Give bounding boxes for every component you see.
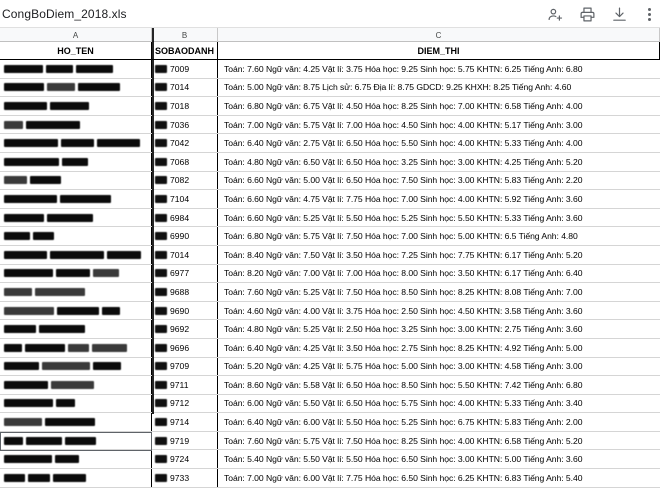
sobaodanh-value: 7036 bbox=[170, 119, 190, 130]
redacted-name bbox=[4, 139, 58, 147]
redacted-name bbox=[93, 269, 119, 277]
sobaodanh-value: 9714 bbox=[170, 417, 190, 428]
sobaodanh-value: 9733 bbox=[170, 472, 190, 483]
redacted-name bbox=[76, 65, 113, 73]
cell-sobaodanh[interactable] bbox=[152, 209, 218, 227]
cell-sobaodanh[interactable] bbox=[152, 320, 218, 338]
download-icon[interactable] bbox=[610, 5, 628, 23]
cell-ho-ten[interactable] bbox=[0, 413, 152, 431]
redacted-name bbox=[4, 399, 53, 407]
table-row[interactable] bbox=[0, 450, 660, 469]
redacted-name bbox=[26, 437, 62, 445]
cell-ho-ten[interactable] bbox=[0, 432, 152, 450]
sobaodanh-value: 6977 bbox=[170, 268, 190, 279]
redacted-name bbox=[4, 288, 32, 296]
redacted-name bbox=[4, 232, 30, 240]
table-row[interactable] bbox=[0, 134, 660, 153]
redacted-name bbox=[4, 437, 23, 445]
redacted-name bbox=[4, 65, 43, 73]
redacted-id-prefix bbox=[155, 269, 167, 277]
cell-sobaodanh[interactable] bbox=[152, 227, 218, 245]
redacted-name bbox=[4, 121, 23, 129]
redacted-name bbox=[65, 437, 96, 445]
more-options-icon[interactable] bbox=[642, 5, 656, 23]
redacted-name bbox=[107, 251, 141, 259]
redacted-name bbox=[4, 83, 44, 91]
cell-ho-ten[interactable] bbox=[0, 469, 152, 487]
redacted-name bbox=[33, 232, 54, 240]
redacted-name bbox=[4, 195, 57, 203]
sobaodanh-value: 9719 bbox=[170, 435, 190, 446]
redacted-name bbox=[28, 474, 50, 482]
sobaodanh-value: 7042 bbox=[170, 138, 190, 149]
sobaodanh-value: 6990 bbox=[170, 231, 190, 242]
redacted-name bbox=[60, 195, 111, 203]
redacted-name bbox=[93, 362, 121, 370]
cell-sobaodanh[interactable] bbox=[152, 172, 218, 190]
sobaodanh-value: 7014 bbox=[170, 82, 190, 93]
field-diem-thi: DIEM_THI bbox=[218, 42, 660, 60]
redacted-name bbox=[4, 102, 47, 110]
redacted-name bbox=[4, 269, 53, 277]
redacted-name bbox=[4, 362, 39, 370]
cell-ho-ten[interactable] bbox=[0, 60, 152, 78]
redacted-id-prefix bbox=[155, 232, 167, 240]
cell-sobaodanh[interactable] bbox=[152, 134, 218, 152]
table-row[interactable] bbox=[0, 320, 660, 339]
sobaodanh-value: 9709 bbox=[170, 361, 190, 372]
redacted-id-prefix bbox=[155, 455, 167, 463]
redacted-name bbox=[4, 455, 52, 463]
cell-sobaodanh[interactable] bbox=[152, 79, 218, 97]
sobaodanh-value: 7009 bbox=[170, 63, 190, 74]
cell-diem-thi[interactable]: Toán: 7.00 Ngữ văn: 6.00 Vật lí: 7.75 Hóa học: 6.50 Sinh học: 6.25 KHTN: 6.83 Tiếng Anh: 5.40 bbox=[224, 472, 583, 483]
cell-ho-ten[interactable] bbox=[0, 339, 152, 357]
cell-diem-thi[interactable]: Toán: 7.60 Ngữ văn: 5.25 Vật lí: 7.50 Hóa học: 8.50 Sinh học: 8.25 KHTN: 8.08 Tiếng Anh: 7.00 bbox=[224, 286, 583, 297]
redacted-id-prefix bbox=[155, 344, 167, 352]
top-bar bbox=[0, 0, 660, 28]
cell-ho-ten[interactable] bbox=[0, 395, 152, 413]
redacted-name bbox=[42, 362, 90, 370]
cell-ho-ten[interactable] bbox=[0, 97, 152, 115]
redacted-name bbox=[56, 399, 75, 407]
redacted-id-prefix bbox=[155, 214, 167, 222]
sobaodanh-value: 9692 bbox=[170, 324, 190, 335]
redacted-name bbox=[4, 158, 59, 166]
cell-diem-thi[interactable]: Toán: 6.80 Ngữ văn: 5.75 Vật lí: 7.50 Hóa học: 7.00 Sinh học: 5.00 KHTN: 6.5 Tiếng Anh: 4.80 bbox=[224, 231, 578, 242]
cell-sobaodanh[interactable] bbox=[152, 358, 218, 376]
column-header-c[interactable]: C bbox=[218, 28, 660, 42]
cell-diem-thi[interactable]: Toán: 5.40 Ngữ văn: 5.50 Vật lí: 5.50 Hóa học: 6.50 Sinh học: 3.00 KHTN: 5.00 Tiếng Anh: 3.60 bbox=[224, 454, 583, 465]
redacted-name bbox=[4, 176, 27, 184]
cell-sobaodanh[interactable] bbox=[152, 97, 218, 115]
print-icon[interactable] bbox=[578, 5, 596, 23]
table-row[interactable] bbox=[0, 190, 660, 209]
redacted-name bbox=[25, 344, 65, 352]
cell-diem-thi[interactable]: Toán: 7.60 Ngữ văn: 5.75 Vật lí: 7.50 Hóa học: 8.25 Sinh học: 4.00 KHTN: 6.58 Tiếng Anh: 5.20 bbox=[224, 435, 583, 446]
redacted-name bbox=[35, 288, 85, 296]
cell-diem-thi[interactable]: Toán: 7.60 Ngữ văn: 4.25 Vật lí: 3.75 Hóa học: 9.25 Sinh học: 5.75 KHTN: 6.25 Tiếng Anh: 6.80 bbox=[224, 63, 583, 74]
cell-diem-thi[interactable]: Toán: 4.60 Ngữ văn: 4.00 Vật lí: 3.75 Hóa học: 2.50 Sinh học: 4.50 KHTN: 3.58 Tiếng Anh: 3.60 bbox=[224, 305, 583, 316]
table-row[interactable] bbox=[0, 376, 660, 395]
cell-sobaodanh[interactable] bbox=[152, 339, 218, 357]
cell-diem-thi[interactable]: Toán: 6.80 Ngữ văn: 6.75 Vật lí: 4.50 Hóa học: 8.25 Sinh học: 7.00 KHTN: 6.58 Tiếng Anh: 4.00 bbox=[224, 100, 583, 111]
cell-diem-thi[interactable]: Toán: 7.00 Ngữ văn: 5.75 Vật lí: 7.00 Hóa học: 4.50 Sinh học: 4.00 KHTN: 5.17 Tiếng Anh: 3.00 bbox=[224, 119, 583, 130]
table-row[interactable] bbox=[0, 339, 660, 358]
data-rows bbox=[0, 60, 660, 488]
sobaodanh-value: 9712 bbox=[170, 398, 190, 409]
redacted-name bbox=[4, 474, 25, 482]
redacted-id-prefix bbox=[155, 399, 167, 407]
redacted-name bbox=[4, 307, 54, 315]
redacted-name bbox=[4, 214, 44, 222]
redacted-name bbox=[78, 83, 120, 91]
redacted-id-prefix bbox=[155, 176, 167, 184]
sobaodanh-value: 7018 bbox=[170, 100, 190, 111]
table-row[interactable] bbox=[0, 469, 660, 488]
redacted-id-prefix bbox=[155, 474, 167, 482]
cell-ho-ten[interactable] bbox=[0, 134, 152, 152]
redacted-id-prefix bbox=[155, 381, 167, 389]
redacted-name bbox=[97, 139, 140, 147]
column-header-b[interactable]: B bbox=[152, 28, 218, 42]
add-person-icon[interactable] bbox=[546, 5, 564, 23]
sobaodanh-value: 7068 bbox=[170, 156, 190, 167]
file-title: CongBoDiem_2018.xls bbox=[2, 6, 127, 21]
redacted-name bbox=[30, 176, 61, 184]
redacted-id-prefix bbox=[155, 325, 167, 333]
sobaodanh-value: 6984 bbox=[170, 212, 190, 223]
cell-ho-ten[interactable] bbox=[0, 320, 152, 338]
cell-sobaodanh[interactable] bbox=[152, 469, 218, 487]
cell-diem-thi[interactable]: Toán: 6.60 Ngữ văn: 4.75 Vật lí: 7.75 Hóa học: 7.00 Sinh học: 4.00 KHTN: 5.92 Tiếng Anh: 3.60 bbox=[224, 193, 583, 204]
cell-diem-thi[interactable]: Toán: 8.20 Ngữ văn: 7.00 Vật lí: 7.00 Hóa học: 8.00 Sinh học: 3.50 KHTN: 6.17 Tiếng Anh: 6.40 bbox=[224, 268, 583, 279]
cell-diem-thi[interactable]: Toán: 8.40 Ngữ văn: 7.50 Vật lí: 3.50 Hóa học: 7.25 Sinh học: 7.75 KHTN: 6.17 Tiếng Anh: 5.20 bbox=[224, 249, 583, 260]
cell-sobaodanh[interactable] bbox=[152, 265, 218, 283]
cell-diem-thi[interactable]: Toán: 6.40 Ngữ văn: 2.75 Vật lí: 6.50 Hóa học: 5.50 Sinh học: 4.00 KHTN: 5.33 Tiếng Anh: 4.00 bbox=[224, 138, 583, 149]
cell-sobaodanh[interactable] bbox=[152, 302, 218, 320]
sobaodanh-value: 9711 bbox=[170, 379, 189, 390]
cell-ho-ten[interactable] bbox=[0, 283, 152, 301]
cell-diem-thi[interactable]: Toán: 6.40 Ngữ văn: 4.25 Vật lí: 3.50 Hóa học: 2.75 Sinh học: 8.25 KHTN: 4.92 Tiếng Anh: 5.00 bbox=[224, 342, 583, 353]
redacted-name bbox=[4, 325, 36, 333]
redacted-id-prefix bbox=[155, 437, 167, 445]
table-row[interactable] bbox=[0, 246, 660, 265]
redacted-id-prefix bbox=[155, 139, 167, 147]
cell-sobaodanh[interactable] bbox=[152, 450, 218, 468]
table-row[interactable] bbox=[0, 432, 660, 451]
table-row[interactable] bbox=[0, 395, 660, 414]
cell-diem-thi[interactable]: Toán: 5.20 Ngữ văn: 4.25 Vật lí: 5.75 Hóa học: 5.00 Sinh học: 3.00 KHTN: 4.58 Tiếng Anh: 3.00 bbox=[224, 361, 583, 372]
cell-sobaodanh[interactable] bbox=[152, 116, 218, 134]
redacted-name bbox=[4, 418, 42, 426]
cell-ho-ten[interactable] bbox=[0, 172, 152, 190]
table-row[interactable] bbox=[0, 413, 660, 432]
table-row[interactable] bbox=[0, 302, 660, 321]
cell-ho-ten[interactable] bbox=[0, 358, 152, 376]
redacted-name bbox=[102, 307, 120, 315]
cell-ho-ten[interactable] bbox=[0, 190, 152, 208]
redacted-id-prefix bbox=[155, 102, 167, 110]
cell-sobaodanh[interactable] bbox=[152, 432, 218, 450]
redacted-name bbox=[61, 139, 94, 147]
cell-diem-thi[interactable]: Toán: 6.60 Ngữ văn: 5.25 Vật lí: 5.50 Hóa học: 5.25 Sinh học: 5.50 KHTN: 5.33 Tiếng Anh: 3.60 bbox=[224, 212, 583, 223]
cell-ho-ten[interactable] bbox=[0, 450, 152, 468]
column-header-row bbox=[0, 28, 660, 42]
redacted-name bbox=[45, 418, 95, 426]
cell-diem-thi[interactable]: Toán: 6.60 Ngữ văn: 5.00 Vật lí: 6.50 Hóa học: 7.50 Sinh học: 3.00 KHTN: 5.83 Tiếng Anh: 2.20 bbox=[224, 175, 583, 186]
cell-ho-ten[interactable] bbox=[0, 265, 152, 283]
cell-sobaodanh[interactable] bbox=[152, 246, 218, 264]
redacted-name bbox=[56, 269, 90, 277]
cell-diem-thi[interactable]: Toán: 8.60 Ngữ văn: 5.58 Vật lí: 6.50 Hóa học: 8.50 Sinh học: 5.50 KHTN: 7.42 Tiếng Anh: 6.80 bbox=[224, 379, 583, 390]
cell-diem-thi[interactable]: Toán: 5.00 Ngữ văn: 8.75 Lịch sử: 6.75 Địa lí: 8.75 GDCD: 9.25 KHXH: 8.25 Tiếng Anh: 4.60 bbox=[224, 82, 572, 93]
cell-ho-ten[interactable] bbox=[0, 246, 152, 264]
table-row[interactable] bbox=[0, 283, 660, 302]
sobaodanh-value: 7104 bbox=[170, 193, 190, 204]
top-bar-actions bbox=[546, 0, 656, 28]
redacted-name bbox=[55, 455, 79, 463]
redacted-name bbox=[46, 65, 73, 73]
redacted-name bbox=[26, 121, 80, 129]
cell-ho-ten[interactable] bbox=[0, 79, 152, 97]
redacted-name bbox=[57, 307, 99, 315]
cell-sobaodanh[interactable] bbox=[152, 190, 218, 208]
redacted-id-prefix bbox=[155, 362, 167, 370]
redacted-id-prefix bbox=[155, 307, 167, 315]
table-row[interactable] bbox=[0, 97, 660, 116]
field-ho-ten: HO_TEN bbox=[0, 42, 152, 60]
redacted-name bbox=[50, 102, 89, 110]
redacted-name bbox=[4, 381, 48, 389]
table-row[interactable] bbox=[0, 209, 660, 228]
cell-ho-ten[interactable] bbox=[0, 302, 152, 320]
table-row[interactable] bbox=[0, 172, 660, 191]
cell-sobaodanh[interactable] bbox=[152, 376, 218, 394]
cell-sobaodanh[interactable] bbox=[152, 283, 218, 301]
sobaodanh-value: 7014 bbox=[170, 249, 190, 260]
sheet-grid[interactable] bbox=[0, 28, 660, 483]
redacted-name bbox=[4, 251, 47, 259]
cell-diem-thi[interactable]: Toán: 4.80 Ngữ văn: 6.50 Vật lí: 6.50 Hóa học: 3.25 Sinh học: 3.00 KHTN: 4.25 Tiếng Anh: 5.20 bbox=[224, 156, 583, 167]
redacted-name bbox=[62, 158, 88, 166]
redacted-id-prefix bbox=[155, 121, 167, 129]
cell-diem-thi[interactable]: Toán: 6.00 Ngữ văn: 5.50 Vật lí: 6.50 Hóa học: 5.75 Sinh học: 4.00 KHTN: 5.33 Tiếng Anh: 3.40 bbox=[224, 398, 583, 409]
sobaodanh-value: 9724 bbox=[170, 454, 190, 465]
cell-sobaodanh[interactable] bbox=[152, 413, 218, 431]
field-sobaodanh: SOBAODANH bbox=[152, 42, 218, 60]
sobaodanh-value: 9690 bbox=[170, 305, 190, 316]
redacted-id-prefix bbox=[155, 418, 167, 426]
table-row[interactable] bbox=[0, 227, 660, 246]
table-row[interactable] bbox=[0, 265, 660, 284]
cell-diem-thi[interactable]: Toán: 4.80 Ngữ văn: 5.25 Vật lí: 2.50 Hóa học: 3.25 Sinh học: 3.00 KHTN: 2.75 Tiếng Anh: 3.60 bbox=[224, 324, 583, 335]
redacted-id-prefix bbox=[155, 158, 167, 166]
redacted-name bbox=[50, 251, 104, 259]
redacted-id-prefix bbox=[155, 83, 167, 91]
redacted-name bbox=[92, 344, 127, 352]
redacted-id-prefix bbox=[155, 65, 167, 73]
redacted-id-prefix bbox=[155, 195, 167, 203]
cell-ho-ten[interactable] bbox=[0, 153, 152, 171]
cell-ho-ten[interactable] bbox=[0, 209, 152, 227]
table-row[interactable] bbox=[0, 358, 660, 377]
table-row[interactable] bbox=[0, 153, 660, 172]
cell-sobaodanh[interactable] bbox=[152, 395, 218, 413]
cell-diem-thi[interactable]: Toán: 6.40 Ngữ văn: 6.00 Vật lí: 5.50 Hóa học: 5.25 Sinh học: 6.75 KHTN: 5.83 Tiếng Anh: 2.00 bbox=[224, 417, 583, 428]
redacted-name bbox=[39, 325, 85, 333]
redacted-name bbox=[51, 381, 94, 389]
cell-ho-ten[interactable] bbox=[0, 227, 152, 245]
field-name-row bbox=[0, 42, 660, 60]
sobaodanh-value: 7082 bbox=[170, 175, 190, 186]
cell-ho-ten[interactable] bbox=[0, 376, 152, 394]
redacted-name bbox=[68, 344, 89, 352]
table-row[interactable] bbox=[0, 116, 660, 135]
redacted-id-prefix bbox=[155, 251, 167, 259]
table-row[interactable] bbox=[0, 60, 660, 79]
cell-sobaodanh[interactable] bbox=[152, 153, 218, 171]
redacted-id-prefix bbox=[155, 288, 167, 296]
sobaodanh-value: 9696 bbox=[170, 342, 190, 353]
redacted-name bbox=[47, 83, 75, 91]
redacted-name bbox=[53, 474, 86, 482]
column-header-a[interactable]: A bbox=[0, 28, 152, 42]
table-row[interactable] bbox=[0, 79, 660, 98]
redacted-name bbox=[4, 344, 22, 352]
redacted-name bbox=[47, 214, 93, 222]
cell-ho-ten[interactable] bbox=[0, 116, 152, 134]
sobaodanh-value: 9688 bbox=[170, 286, 190, 297]
cell-sobaodanh[interactable] bbox=[152, 60, 218, 78]
